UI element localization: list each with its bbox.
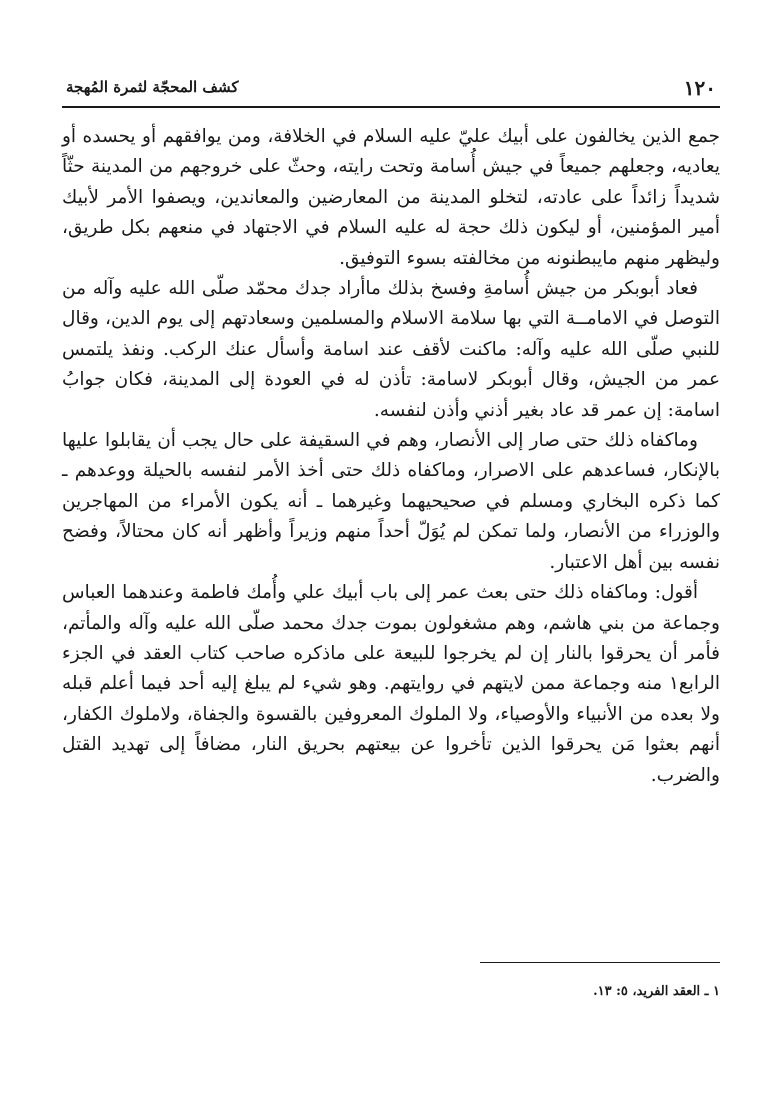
footnote: ١ ـ العقد الفريد، ٥: ١٣. (593, 984, 720, 999)
paragraph-1: جمع الذين يخالفون على أبيك عليّ عليه السلام في الخلافة، ومن يوافقهم أو يحسده أو يعاديه، وجعلهم جميعاً في جيش أُسامة وتحت رايته، وحثّ على خروجهم من المدينة حثّاً شديداً زائداً على عادته، لتخلو المدينة من المعارضين والمعاندين، ويصفوا الأمر لأبيك أمير المؤمنين، أو ليكون ذلك حجة له عليه السلام في الاجتهاد في منعهم بكل طريق، وليظهر منهم مايبطنونه من مخالفته بسوء التوفيق. (62, 126, 720, 269)
body-text (62, 122, 720, 791)
book-page (62, 70, 720, 1060)
book-title: كشف المحجّة لثمرة المُهجة (66, 78, 239, 96)
page-number: ١٢٠ (683, 76, 716, 100)
running-header (62, 70, 720, 108)
paragraph-4: أقول: وماكفاه ذلك حتى بعث عمر إلى باب أبيك علي وأُمك فاطمة وعندهما العباس وجماعة من بني هاشم، وهم مشغولون بموت جدك محمد صلّى الله عليه وآله والمأتم، فأمر أن يحرقوا بالنار إن لم يخرجوا للبيعة على ماذكره صاحب كتاب العقد في الجزء الرابع١ منه وجماعة ممن لايتهم في روايتهم. وهو شيء لم يبلغ إليه أحد فيما أعلم قبله ولا بعده من الأنبياء والأوصياء، ولا الملوك المعروفين بالقسوة والجفاة، ولاملوك الكفار، أنهم بعثوا مَن يحرقوا الذين تأخروا عن بيعتهم بحريق النار، مضافاً إلى تهديد القتل والضرب. (62, 582, 720, 786)
paragraph-3: وماكفاه ذلك حتى صار إلى الأنصار، وهم في السقيفة على حال يجب أن يقابلوا عليها بالإنكار، فساعدهم على الاصرار، وماكفاه ذلك حتى أخذ الأمر لنفسه بالحيلة ووعدهم ـ كما ذكره البخاري ومسلم في صحيحيهما وغيرهما ـ أنه يكون الأمراء من المهاجرين والوزراء من الأنصار، ولما تمكن لم يُوَلّ أحداً منهم وزيراً وأظهر أنه كان محتالاً، وفضح نفسه بين أهل الاعتبار. (62, 430, 720, 573)
paragraph-2: فعاد أبوبكر من جيش أُسامةِ وفسخ بذلك ماأراد جدك محمّد صلّى الله عليه وآله من التوصل في الامامــة التي بها سلامة الاسلام والمسلمين وسعادتهم إلى يوم الدين، وقال للنبي صلّى الله عليه وآله: ماكنت لأقف عند اسامة وأسأل عنك الركب. ونفذ يلتمس عمر من الجيش، وقال أبوبكر لاسامة: تأذن له في العودة إلى المدينة، فكان جوابُ اسامة: إن عمر قد عاد بغير أذني وأذن لنفسه. (62, 278, 720, 421)
footnote-divider (480, 962, 720, 963)
